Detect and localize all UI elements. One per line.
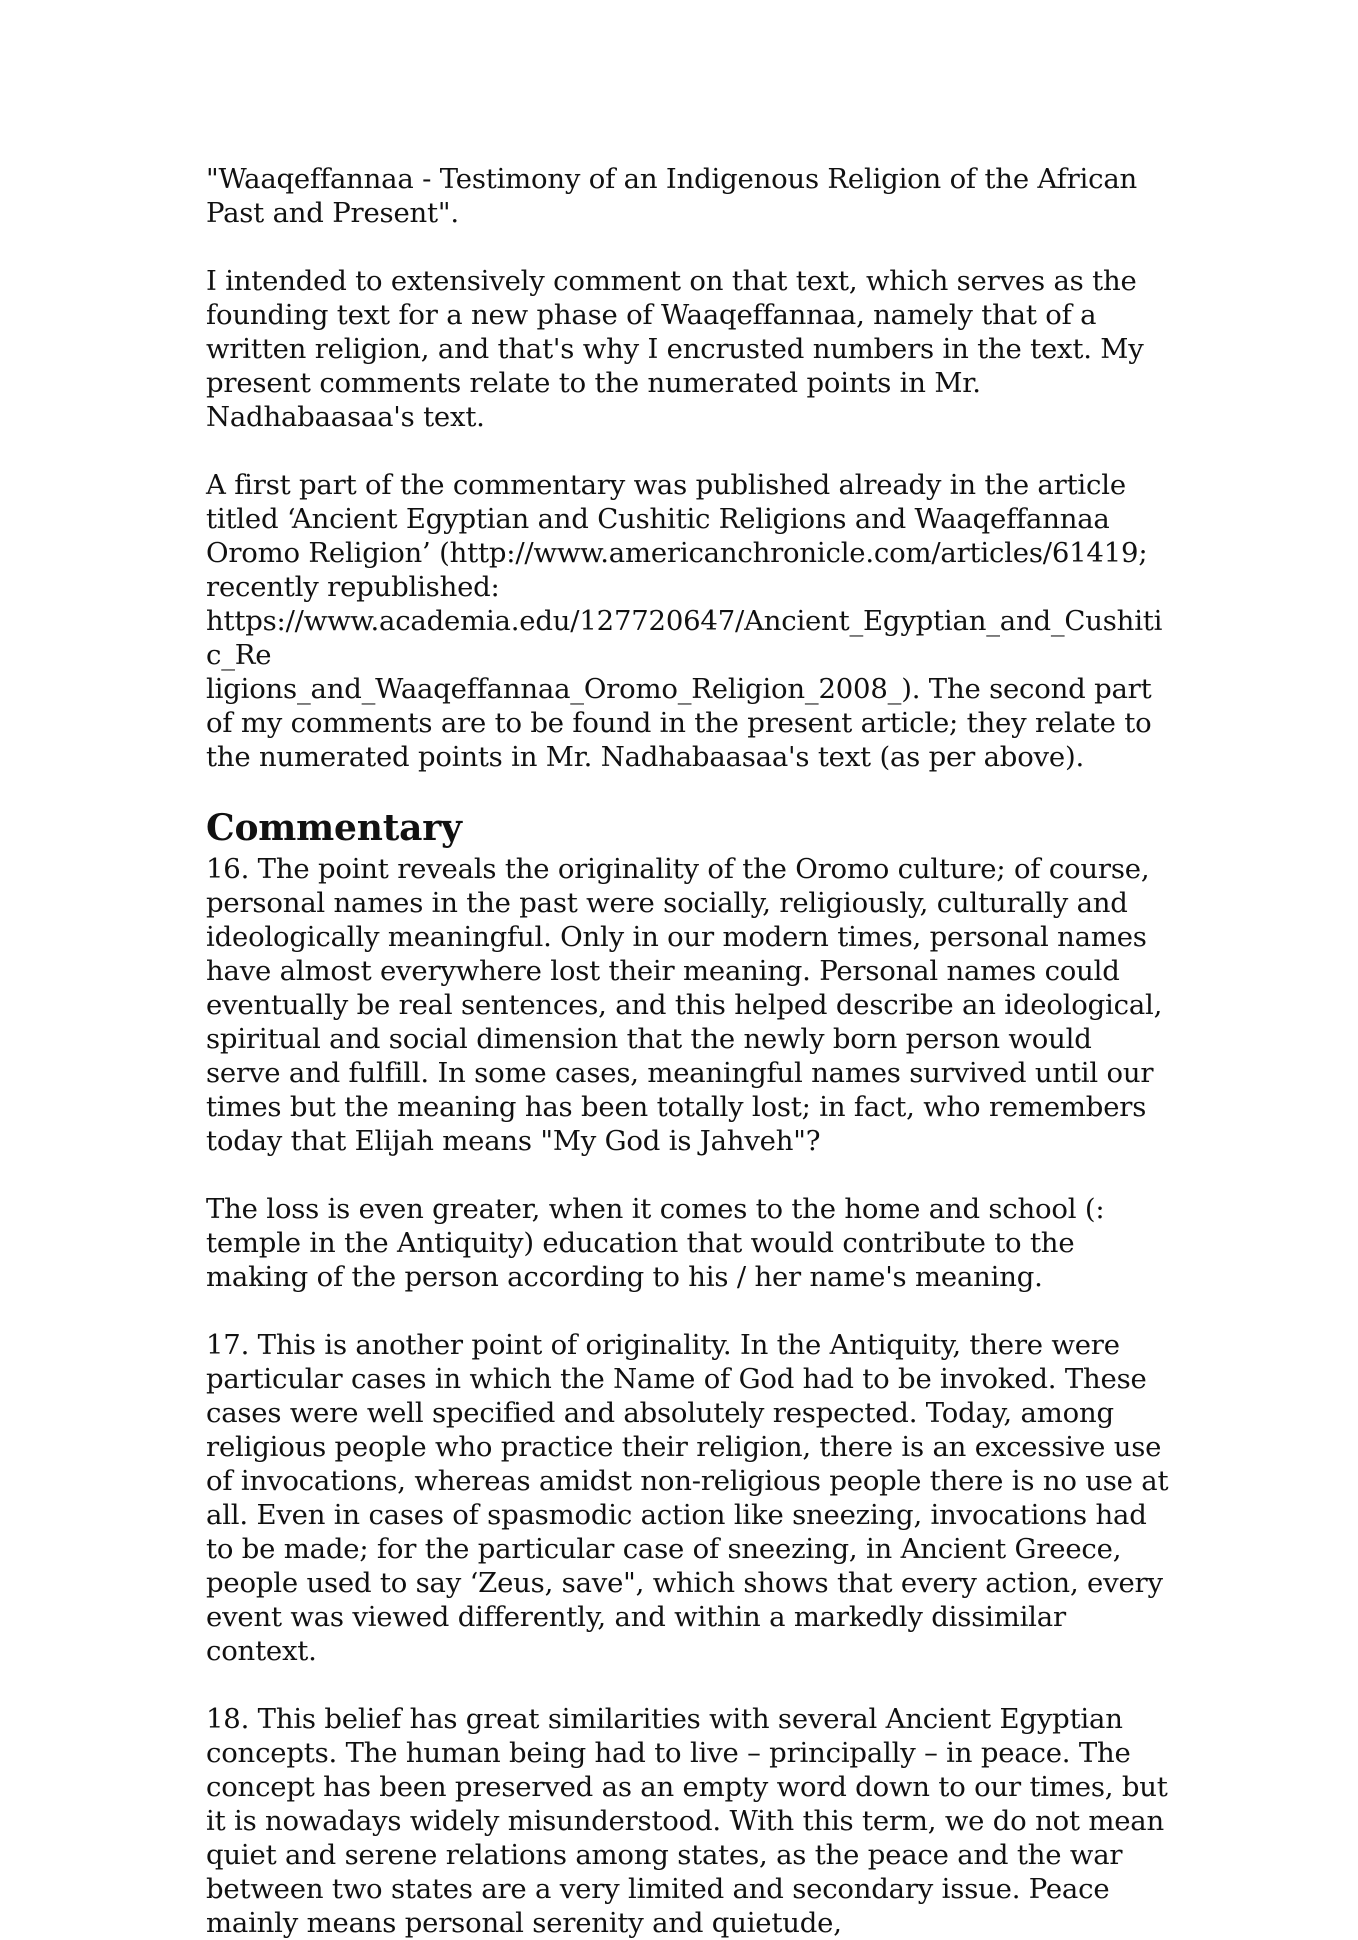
intro-paragraph-purpose: I intended to extensively comment on that text, which serves as the founding text for a new phase of Waaqeffannaa, namely that of a written religion, and that's why I encrusted numbers in the text. My present comments relate to the numerated points in Mr. Nadhabaasaa's text. bbox=[206, 265, 1144, 433]
section-heading-commentary: Commentary bbox=[206, 807, 462, 849]
intro-paragraph-first-part: A first part of the commentary was published already in the article titled ‘Ancient Egyptian and Cushitic Religions and Waaqeffannaa Oromo Religion’ (http://www.americanchronicle.com/articles/61419; recently republished: https://www.academia.edu/127720647/Ancient_Egyptian_and_Cushitic_Re ligions_and_Waaqeffannaa_Oromo_Religion_2008_). The second part of my comments are to be found in the present article; they relate to the numerated points in Mr. Nadhabaasaa's text (as per above). bbox=[206, 469, 1163, 773]
commentary-point-17: 17. This is another point of originality. In the Antiquity, there were particular cases in which the Name of God had to be invoked. These cases were well specified and absolutely respected. Today, among religious people who practice their religion, there is an excessive use of invocations, whereas amidst non-religious people there is no use at all. Even in cases of spasmodic action like sneezing, invocations had to be made; for the particular case of sneezing, in Ancient Greece, people used to say ‘Zeus, save", which shows that every action, every event was viewed differently, and within a markedly dissimilar context. bbox=[206, 1329, 1169, 1667]
commentary-point-16-continued: The loss is even greater, when it comes to the home and school (: temple in the Antiquity) education that would contribute to the making of the person according to his / her name's meaning. bbox=[206, 1193, 1105, 1293]
commentary-point-18: 18. This belief has great similarities with several Ancient Egyptian concepts. The human being had to live – principally – in peace. The concept has been preserved as an empty word down to our times, but it is nowadays widely misunderstood. With this term, we do not mean quiet and serene relations among states, as the peace and the war between two states are a very limited and secondary issue. Peace mainly means personal serenity and quietude, bbox=[206, 1703, 1168, 1939]
document-page bbox=[206, 162, 1170, 1940]
commentary-point-16: 16. The point reveals the originality of the Oromo culture; of course, personal names in the past were socially, religiously, culturally and ideologically meaningful. Only in our modern times, personal names have almost everywhere lost their meaning. Personal names could eventually be real sentences, and this helped describe an ideological, spiritual and social dimension that the newly born person would serve and fulfill. In some cases, meaningful names survived until our times but the meaning has been totally lost; in fact, who remembers today that Elijah means "My God is Jahveh"? bbox=[206, 853, 1163, 1157]
intro-paragraph-title-ref: "Waaqeffannaa - Testimony of an Indigenous Religion of the African Past and Present". bbox=[206, 163, 1138, 229]
